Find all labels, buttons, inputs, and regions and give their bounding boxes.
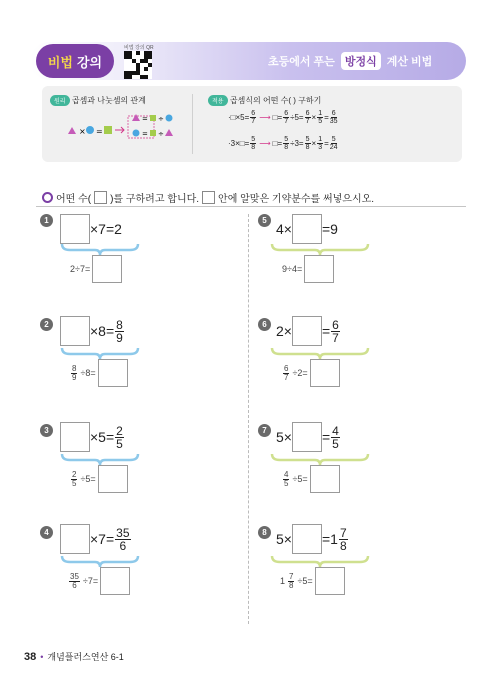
divider (36, 206, 466, 207)
title-left: 초등에서 푸는 (268, 56, 335, 68)
brace-icon (60, 346, 140, 360)
problem-number: 7 (258, 424, 271, 437)
fraction: $\frac{5}{8}$ (305, 136, 310, 151)
equation-text: = (321, 429, 331, 445)
application-badge: 적용 (208, 95, 228, 106)
equation-text: 5× (276, 429, 292, 445)
hint-text: 2÷7= (70, 264, 91, 274)
hint-text: ÷5= (297, 576, 313, 586)
fraction: $\frac{6}{7}$ (332, 317, 339, 345)
fraction: $\frac{1}{3}$ (318, 136, 323, 151)
fraction: $\frac{8}{9}$ (72, 363, 77, 382)
application-text: 곱셈식의 어떤 수( ) 구하기 (229, 96, 322, 105)
fraction: $\frac{5}{24}$ (329, 136, 338, 151)
equation-text: 2× (276, 323, 292, 339)
brace-icon (60, 554, 140, 568)
problem-number: 8 (258, 526, 271, 539)
hint-answer-box[interactable] (315, 567, 345, 595)
equation-text: =1 (321, 531, 338, 547)
answer-box[interactable] (60, 524, 90, 554)
rule-text: □= (272, 139, 283, 148)
problem-equation (60, 316, 125, 346)
rule-text: □= (272, 113, 283, 122)
answer-box[interactable] (292, 214, 322, 244)
fraction: $\frac{2}{5}$ (72, 469, 77, 488)
rule-text: ·3×□= (228, 139, 250, 148)
hint-text: 9÷4= (282, 264, 303, 274)
hint-text: ÷8= (80, 368, 96, 378)
answer-box[interactable] (60, 214, 90, 244)
title-tag: 방정식 (341, 52, 381, 70)
answer-box[interactable] (60, 422, 90, 452)
rule-text: = (324, 113, 329, 122)
blank-box-icon (202, 191, 215, 204)
hint-text: ÷7= (82, 576, 99, 586)
svg-text:÷: ÷ (158, 130, 164, 138)
svg-text:=: = (142, 130, 148, 138)
rule-text: = (324, 139, 329, 148)
problem-equation (276, 422, 341, 452)
problem-number: 5 (258, 214, 271, 227)
equation-text: =9 (321, 221, 338, 237)
instruction-text: 어떤 수( (56, 194, 92, 205)
fraction: $\frac{2}{5}$ (116, 423, 123, 451)
answer-box[interactable] (60, 316, 90, 346)
rule-text: ÷5= (290, 113, 304, 122)
principle-text: 곱셈과 나눗셈의 관계 (71, 96, 146, 105)
shape-relation-diagram (66, 110, 186, 140)
svg-text:=: = (142, 115, 148, 123)
brace-icon (270, 554, 370, 568)
fraction: $\frac{6}{35}$ (329, 110, 338, 125)
equation-text: ×5= (90, 429, 115, 445)
svg-text:÷: ÷ (158, 115, 164, 123)
instruction-text: )를 구하려고 합니다. (110, 194, 200, 205)
fraction: $\frac{6}{7}$ (284, 363, 289, 382)
info-divider (192, 94, 193, 154)
hint-equation (282, 255, 334, 283)
hint-answer-box[interactable] (98, 359, 128, 387)
hint-equation (70, 465, 128, 493)
fraction: $\frac{1}{5}$ (318, 110, 323, 125)
principle-title (50, 95, 146, 106)
fraction: $\frac{5}{8}$ (284, 136, 289, 151)
answer-box[interactable] (292, 524, 322, 554)
brace-icon (270, 452, 370, 466)
hint-answer-box[interactable] (92, 255, 122, 283)
instruction (42, 190, 374, 205)
equation-text: 4× (276, 221, 292, 237)
problem-equation (60, 422, 125, 452)
hint-answer-box[interactable] (98, 465, 128, 493)
hint-equation (280, 567, 345, 595)
hint-text: ÷5= (80, 474, 96, 484)
fraction: 7 8 (339, 525, 347, 553)
svg-text:=: = (96, 127, 103, 136)
equation-text: = (321, 323, 331, 339)
problem-equation (276, 214, 338, 244)
rule-2 (228, 136, 339, 151)
problem-number: 4 (40, 526, 53, 539)
qr-label: 비법 강의 QR (124, 45, 154, 51)
fraction: $\frac{35}{6}$ (70, 571, 79, 590)
rule-text: ·□×5= (228, 113, 250, 122)
hint-equation (68, 567, 130, 595)
brace-icon (60, 242, 140, 256)
qr-code[interactable] (124, 51, 152, 79)
problem-number: 1 (40, 214, 53, 227)
fraction: $\frac{6}{7}$ (284, 110, 289, 125)
equation-text: ×7= (90, 531, 115, 547)
footer-dot: • (40, 652, 44, 662)
hint-text: 1 (280, 576, 286, 586)
hint-equation (282, 465, 340, 493)
problem-equation (276, 316, 341, 346)
hint-text: ÷5= (292, 474, 308, 484)
column-divider (248, 214, 249, 624)
problem-equation (60, 214, 122, 244)
problem-number: 6 (258, 318, 271, 331)
hint-equation (70, 359, 128, 387)
hint-answer-box[interactable] (304, 255, 334, 283)
equation-text: ×8= (90, 323, 115, 339)
brace-icon (270, 346, 370, 360)
arrow-icon: ⟶ (259, 113, 271, 122)
problem-number: 3 (40, 424, 53, 437)
hint-text: ÷2= (292, 368, 308, 378)
bullet-icon (42, 192, 53, 203)
brace-icon (270, 242, 370, 256)
rule-text: ÷3= (290, 139, 304, 148)
page-title (268, 52, 432, 70)
fraction: $\frac{5}{8}$ (251, 136, 256, 151)
fraction: $\frac{35}{6}$ (116, 525, 130, 553)
answer-box[interactable] (292, 316, 322, 346)
svg-text:×: × (79, 127, 86, 136)
application-title (208, 95, 321, 106)
answer-box[interactable] (292, 422, 322, 452)
arrow-icon: ⟶ (259, 139, 271, 148)
section-label-hi: 비법 (47, 54, 73, 70)
footer (24, 650, 124, 663)
fraction: $\frac{7}{8}$ (289, 571, 294, 590)
section-label (36, 44, 114, 78)
hint-answer-box[interactable] (100, 567, 130, 595)
rule-text: × (311, 113, 317, 122)
principle-badge: 원리 (50, 95, 70, 106)
instruction-text: 안에 알맞은 기약분수를 써넣으시오. (218, 194, 375, 205)
title-right: 계산 비법 (386, 56, 433, 68)
page-number: 38 (24, 651, 37, 663)
fraction: $\frac{6}{7}$ (305, 110, 310, 125)
section-label-rest: 강의 (77, 54, 103, 70)
problem-number: 2 (40, 318, 53, 331)
equation-text: ×7=2 (90, 221, 122, 237)
fraction: $\frac{4}{5}$ (332, 423, 339, 451)
equation-text: 5× (276, 531, 292, 547)
hint-equation (282, 359, 340, 387)
problem-equation (60, 524, 132, 554)
blank-box-icon (94, 191, 107, 204)
rule-1 (228, 110, 339, 125)
hint-equation (70, 255, 122, 283)
fraction: $\frac{8}{9}$ (116, 317, 123, 345)
problem-equation (276, 524, 349, 554)
brace-icon (60, 452, 140, 466)
hint-answer-box[interactable] (310, 465, 340, 493)
fraction: $\frac{6}{7}$ (251, 110, 256, 125)
book-title: 개념플러스연산 6-1 (47, 652, 124, 662)
rule-text: × (311, 139, 317, 148)
fraction: $\frac{4}{5}$ (284, 469, 289, 488)
hint-answer-box[interactable] (310, 359, 340, 387)
